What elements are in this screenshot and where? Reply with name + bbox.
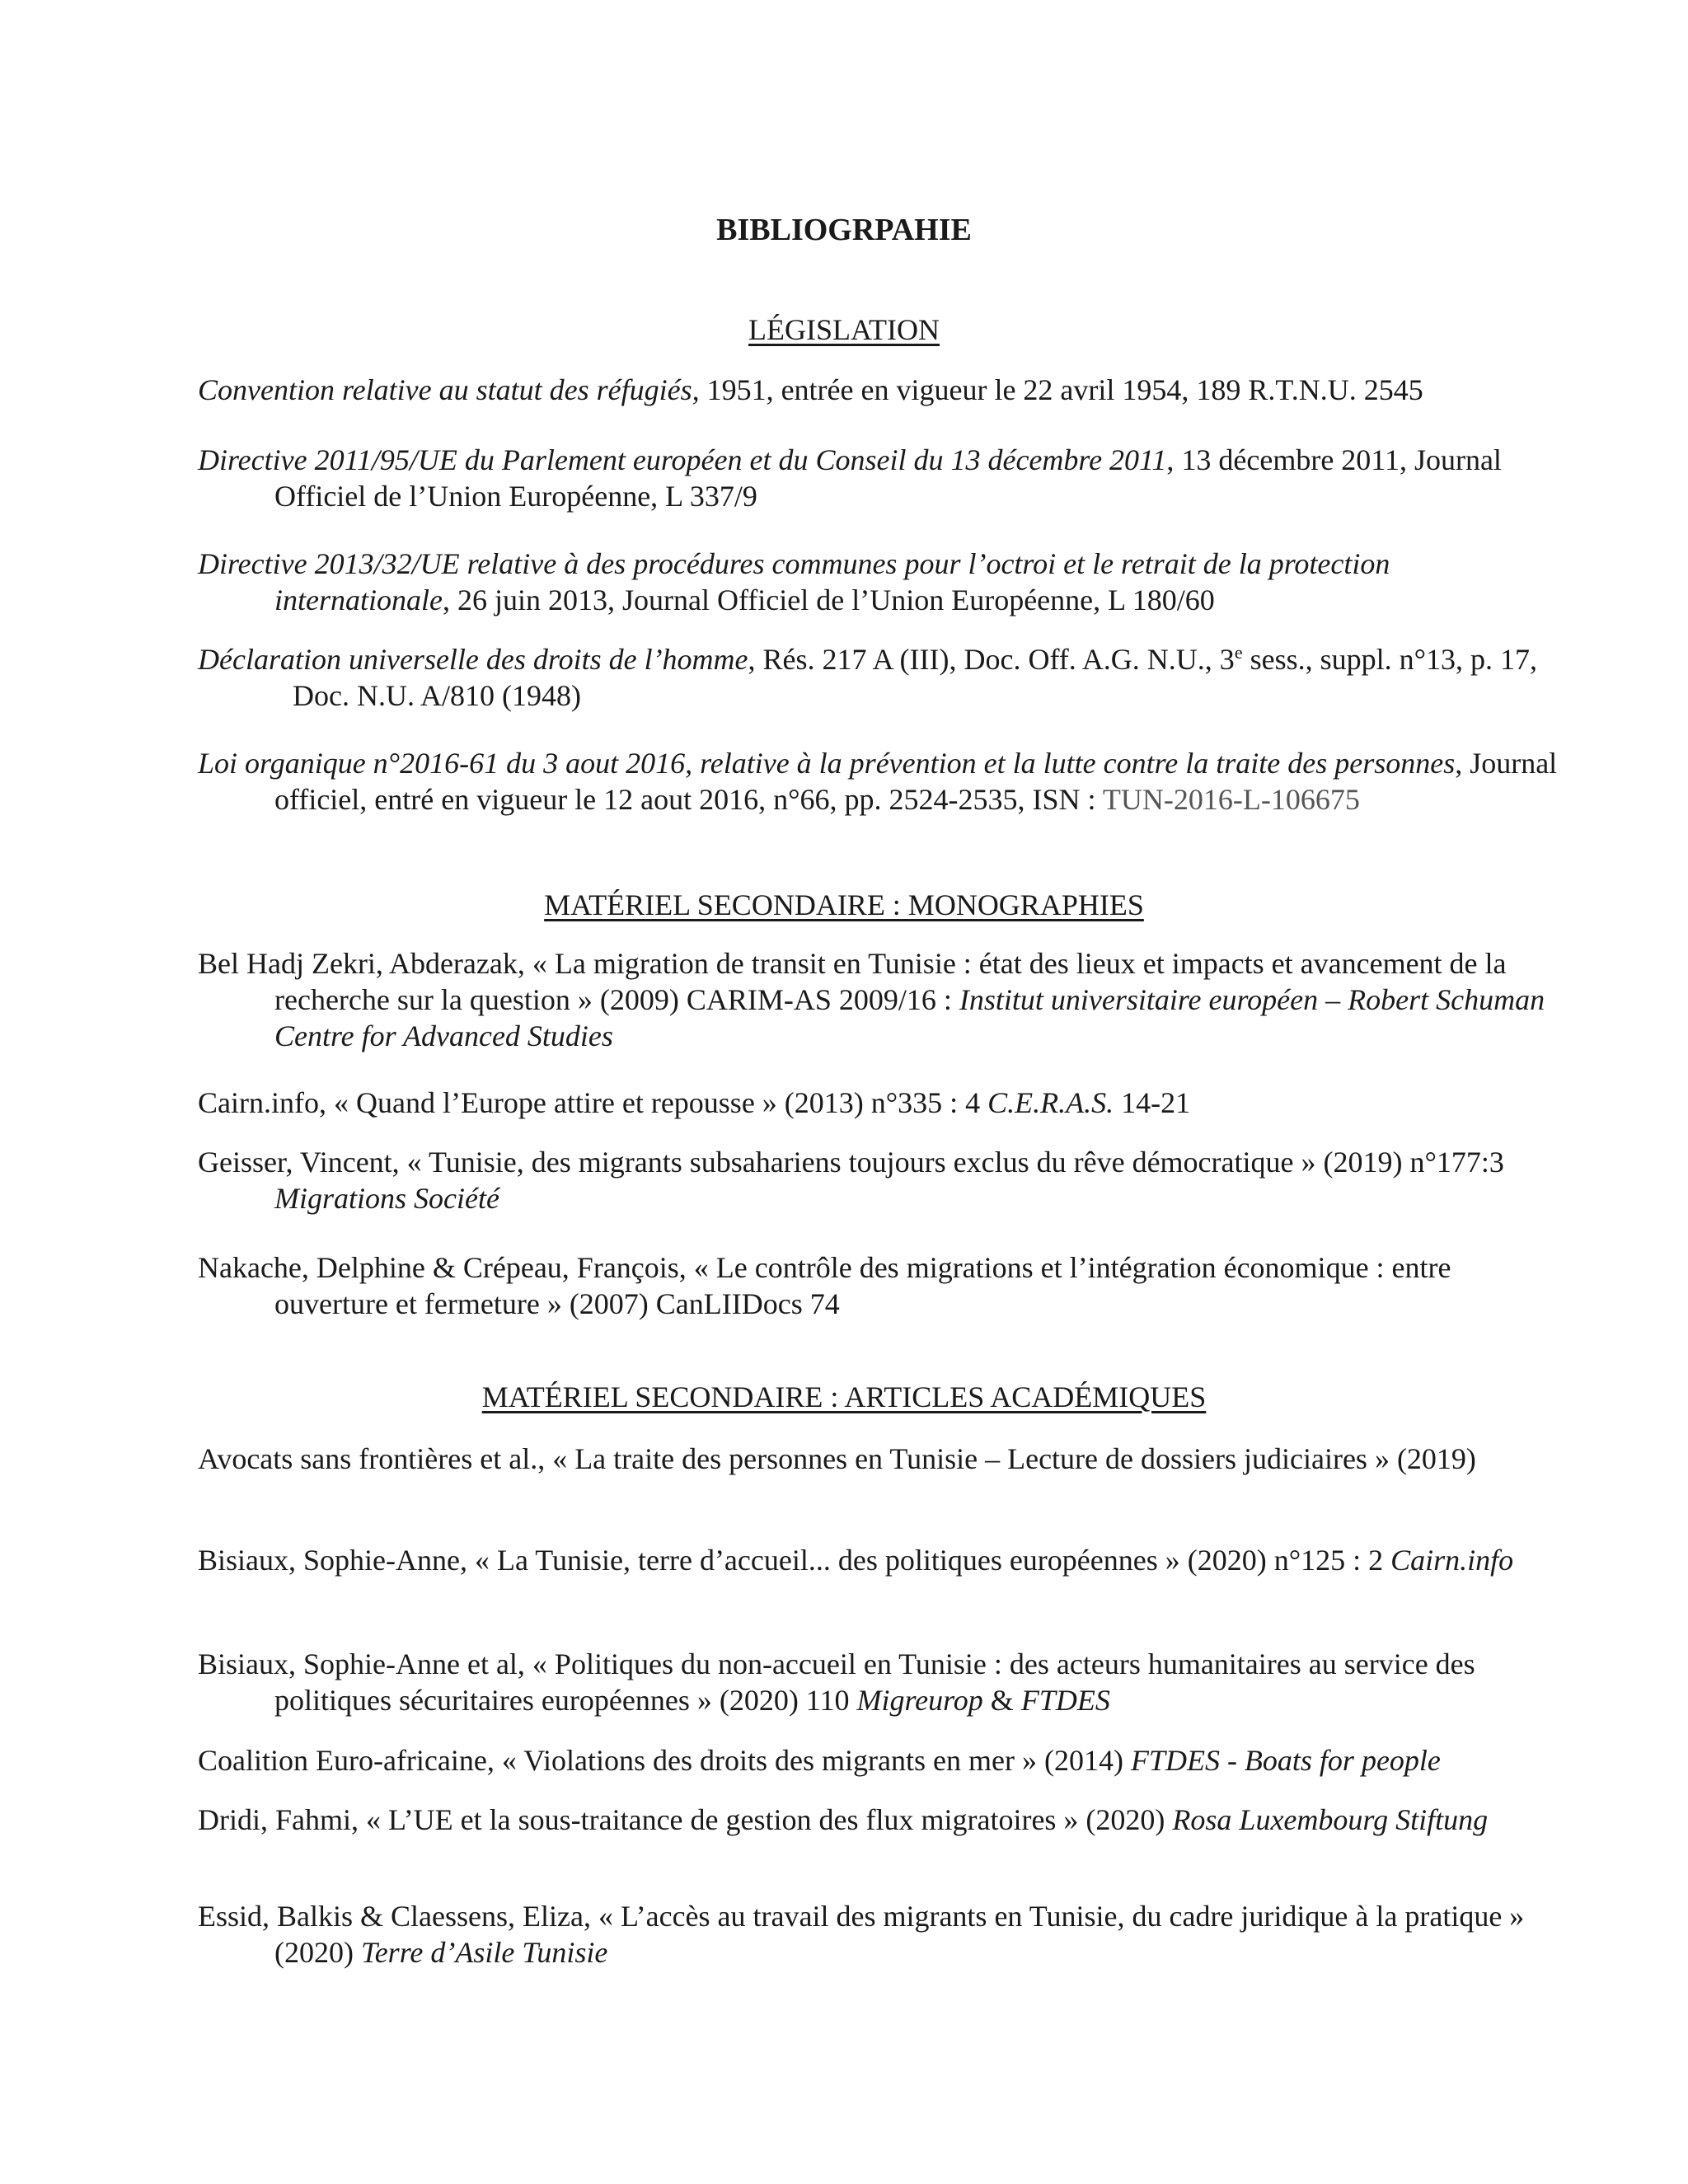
article-entry: Coalition Euro-africaine, « Violations des droits des migrants en mer » (2014) FTDES - Boats for people bbox=[198, 1744, 1441, 1777]
monograph-entry: Bel Hadj Zekri, Abderazak, « La migration de transit en Tunisie : état des lieux et impacts et avancement de la recherche sur la question » (2009) CARIM-AS 2009/16 : Institut universitaire européen – Robert Schuman Centre for Advanced Studies bbox=[198, 947, 1545, 1052]
article-entry: Bisiaux, Sophie-Anne, « La Tunisie, terre d’accueil... des politiques européennes » (2020) n°125 : 2 Cairn.info bbox=[198, 1544, 1514, 1577]
monograph-entry: Cairn.info, « Quand l’Europe attire et repousse » (2013) n°335 : 4 C.E.R.A.S. 14-21 bbox=[198, 1086, 1191, 1119]
section-heading-articles: MATÉRIEL SECONDAIRE : ARTICLES ACADÉMIQUES bbox=[481, 1380, 1207, 1413]
legislation-entry: Déclaration universelle des droits de l’homme, Rés. 217 A (III), Doc. Off. A.G. N.U., 3e sess., suppl. n°13, p. 17, Doc. N.U. A/810 (1948) bbox=[198, 642, 1537, 712]
article-entry: Dridi, Fahmi, « L’UE et la sous-traitance de gestion des flux migratoires » (2020) Rosa Luxembourg Stiftung bbox=[198, 1803, 1489, 1836]
monograph-entry: Geisser, Vincent, « Tunisie, des migrants subsahariens toujours exclus du rêve démocratique » (2019) n°177:3 Migrations Société bbox=[198, 1146, 1504, 1215]
section-heading-monographies: MATÉRIEL SECONDAIRE : MONOGRAPHIES bbox=[544, 888, 1144, 921]
section-heading-legislation: LÉGISLATION bbox=[748, 313, 940, 346]
legislation-entry: Directive 2013/32/UE relative à des procédures communes pour l’octroi et le retrait de la protection internationale, 26 juin 2013, Journal Officiel de l’Union Européenne, L 180/60 bbox=[198, 547, 1390, 616]
monograph-entry: Nakache, Delphine & Crépeau, François, « Le contrôle des migrations et l’intégration économique : entre ouverture et fermeture » (2007) CanLIIDocs 74 bbox=[198, 1251, 1451, 1320]
page-title: BIBLIOGRPAHIE bbox=[716, 213, 972, 247]
legislation-entry: Convention relative au statut des réfugiés, 1951, entrée en vigueur le 22 avril 1954, 189 R.T.N.U. 2545 bbox=[198, 373, 1423, 406]
article-entry: Avocats sans frontières et al., « La traite des personnes en Tunisie – Lecture de dossiers judiciaires » (2019) bbox=[198, 1442, 1476, 1475]
article-entry: Bisiaux, Sophie-Anne et al, « Politiques du non-accueil en Tunisie : des acteurs humanitaires au service des politiques sécuritaires européennes » (2020) 110 Migreurop & FTDES bbox=[198, 1647, 1475, 1717]
legislation-entry: Loi organique n°2016-61 du 3 aout 2016, relative à la prévention et la lutte contre la traite des personnes, Journal officiel, entré en vigueur le 12 aout 2016, n°66, pp. 2524-2535, ISN : TUN-2016-L-106675 bbox=[198, 747, 1558, 816]
legislation-entry: Directive 2011/95/UE du Parlement européen et du Conseil du 13 décembre 2011, 13 décembre 2011, Journal Officiel de l’Union Européenne, L 337/9 bbox=[198, 443, 1502, 513]
article-entry: Essid, Balkis & Claessens, Eliza, « L’accès au travail des migrants en Tunisie, du cadre juridique à la pratique » (2020) Terre d’Asile Tunisie bbox=[198, 1900, 1525, 1969]
